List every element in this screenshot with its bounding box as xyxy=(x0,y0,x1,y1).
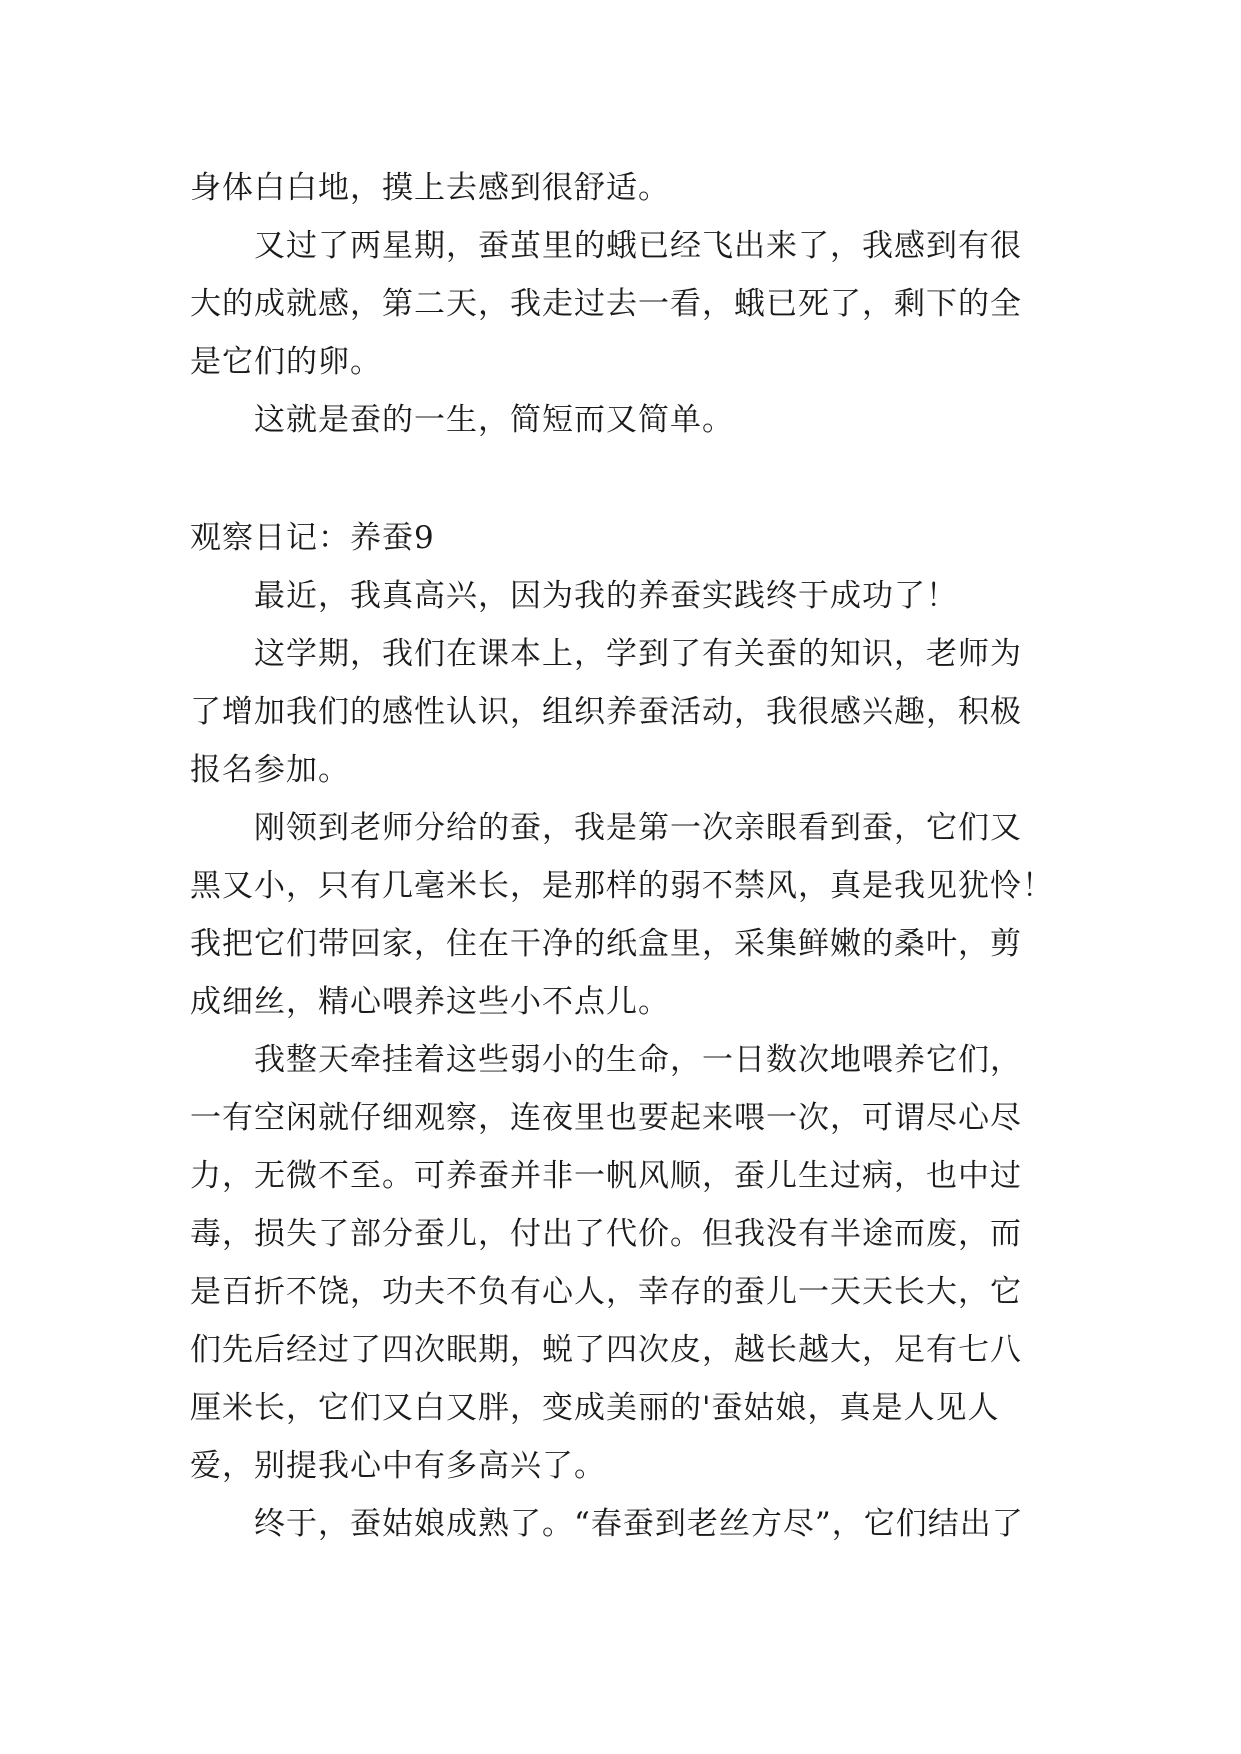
text-line: 毒，损失了部分蚕儿，付出了代价。但我没有半途而废，而 xyxy=(190,1216,1022,1252)
text-line: 一有空闲就仔细观察，连夜里也要起来喂一次，可谓尽心尽 xyxy=(190,1100,1022,1136)
text-line: 力，无微不至。可养蚕并非一帆风顺，蚕儿生过病，也中过 xyxy=(190,1158,1022,1194)
text-line: 我把它们带回家，住在干净的纸盒里，采集鲜嫩的桑叶，剪 xyxy=(190,926,1022,962)
paragraph-start-line: 这就是蚕的一生，简短而又简单。 xyxy=(254,402,734,438)
text-line: 爱，别提我心中有多高兴了。 xyxy=(190,1448,606,1484)
text-line: 厘米长，它们又白又胖，变成美丽的'蚕姑娘，真是人见人 xyxy=(190,1390,1000,1426)
text-line: 是百折不饶，功夫不负有心人，幸存的蚕儿一天天长大，它 xyxy=(190,1274,1022,1310)
section-heading: 观察日记：养蚕9 xyxy=(190,520,435,556)
paragraph-start-line: 刚领到老师分给的蚕，我是第一次亲眼看到蚕，它们又 xyxy=(254,810,1022,846)
text-line: 大的成就感，第二天，我走过去一看，蛾已死了，剩下的全 xyxy=(190,286,1022,322)
paragraph-start-line: 最近，我真高兴，因为我的养蚕实践终于成功了！ xyxy=(254,578,958,614)
paragraph-start-line: 我整天牵挂着这些弱小的生命，一日数次地喂养它们， xyxy=(254,1042,1022,1078)
text-line: 了增加我们的感性认识，组织养蚕活动，我很感兴趣，积极 xyxy=(190,694,1022,730)
text-line: 报名参加。 xyxy=(190,752,350,788)
text-line: 身体白白地，摸上去感到很舒适。 xyxy=(190,170,670,206)
text-line: 黑又小，只有几毫米长，是那样的弱不禁风，真是我见犹怜！ xyxy=(190,868,1054,904)
paragraph-start-line: 终于，蚕姑娘成熟了。“春蚕到老丝方尽”，它们结出了 xyxy=(254,1506,1024,1542)
paragraph-start-line: 这学期，我们在课本上，学到了有关蚕的知识，老师为 xyxy=(254,636,1022,672)
paragraph-start-line: 又过了两星期，蚕茧里的蛾已经飞出来了，我感到有很 xyxy=(254,228,1022,264)
text-line: 是它们的卵。 xyxy=(190,344,382,380)
text-line: 们先后经过了四次眠期，蜕了四次皮，越长越大，足有七八 xyxy=(190,1332,1022,1368)
text-line: 成细丝，精心喂养这些小不点儿。 xyxy=(190,984,670,1020)
